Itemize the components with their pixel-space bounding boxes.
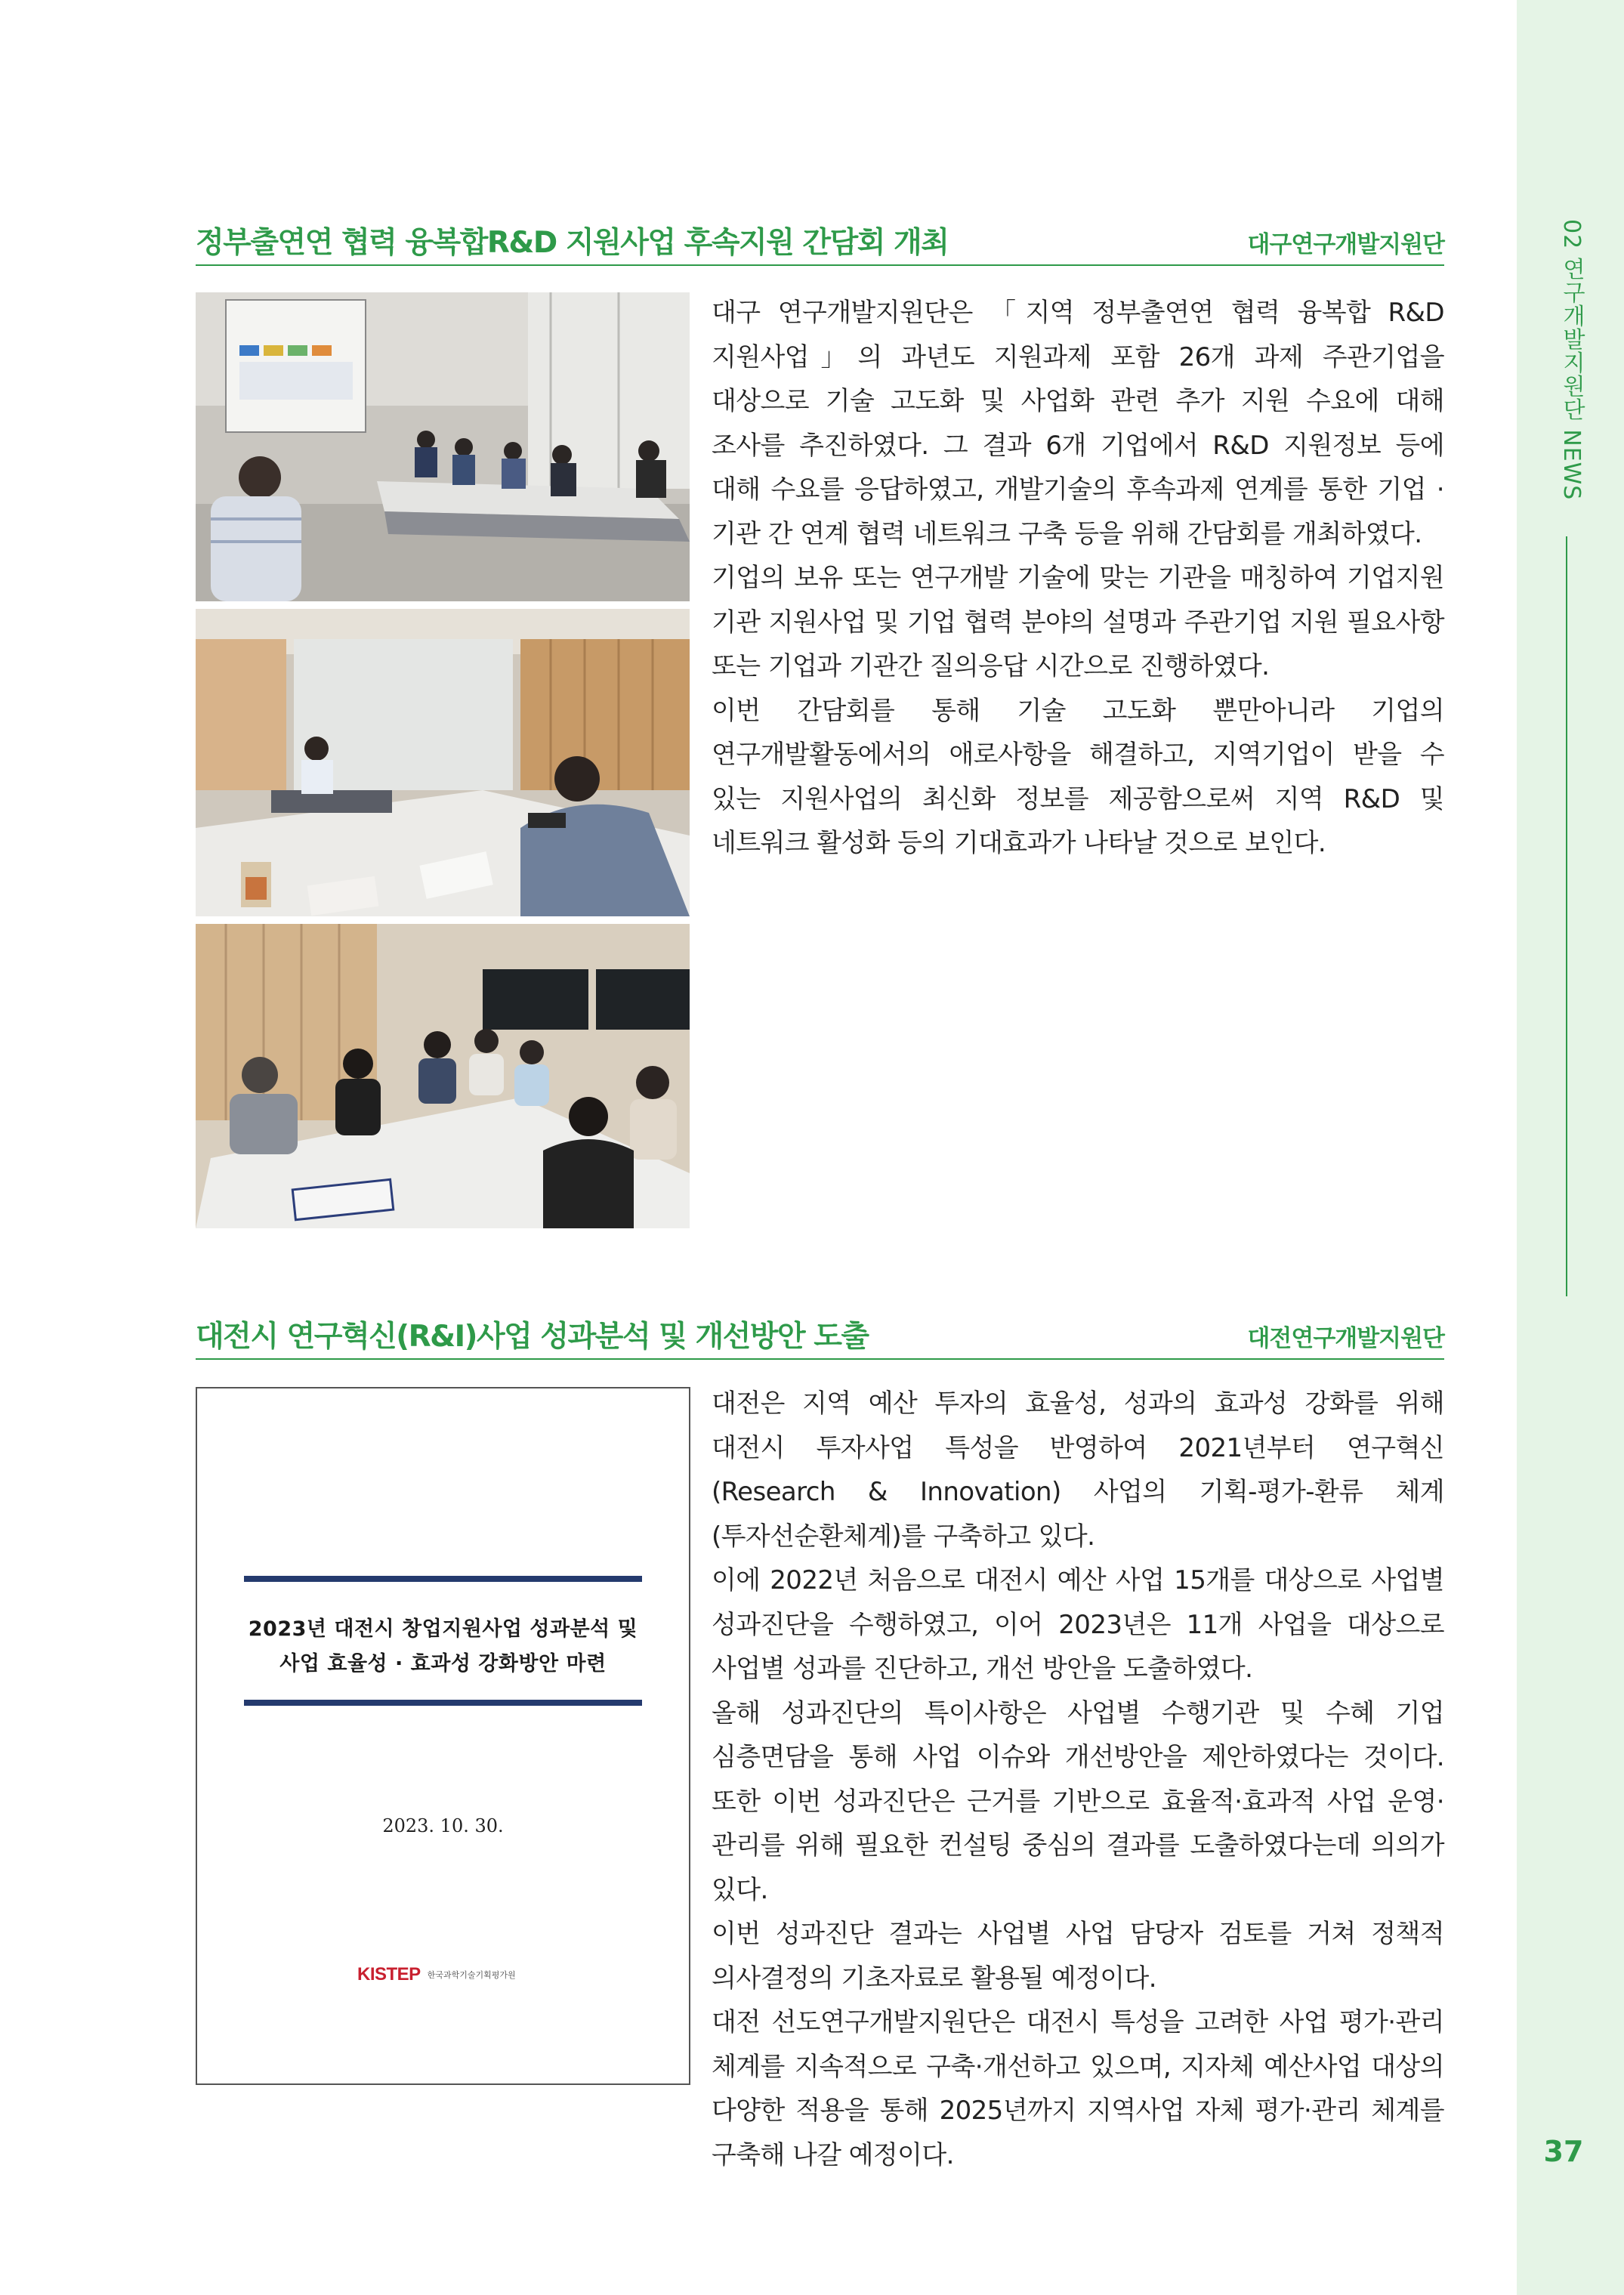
section2-title: 대전시 연구혁신(R&I)사업 성과분석 및 개선방안 도출 <box>196 1320 869 1354</box>
kistep-logo-mark: KISTEP <box>357 1964 421 1985</box>
kistep-logo <box>357 1964 539 1994</box>
report-bottom-bar <box>244 1700 642 1706</box>
report-title-line1: 2023년 대전시 창업지원사업 성과분석 및 <box>248 1617 638 1641</box>
section1-paragraph: 이번 간담회를 통해 기술 고도화 뿐만아니라 기업의 연구개발활동에서의 애로사항을 해결하고, 지역기업이 받을 수 있는 지원사업의 최신화 정보를 제공함으로써 지역 R&D 및 네트워크 활성화 등의 기대효과가 나타날 것으로 보인다. <box>712 695 1444 858</box>
report-cover <box>196 1387 690 2085</box>
section2-paragraph: 이에 2022년 처음으로 대전시 예산 사업 15개를 대상으로 사업별 성과진단을 수행하였고, 이어 2023년은 11개 사업을 대상으로 사업별 성과를 진단하고, 개선 방안을 도출하였다. <box>712 1565 1444 1684</box>
section2-divider <box>196 1358 1444 1360</box>
section2-body <box>712 1382 1444 2177</box>
meeting-photo-3 <box>196 924 690 1228</box>
section1-title: 정부출연연 협력 융복합R&D 지원사업 후속지원 간담회 개최 <box>196 226 949 260</box>
section1-body <box>712 291 1444 866</box>
report-title-line2: 사업 효율성 · 효과성 강화방안 마련 <box>279 1652 607 1676</box>
section2-paragraph: 대전 선도연구개발지원단은 대전시 특성을 고려한 사업 평가·관리 체계를 지속적으로 구축·개선하고 있으며, 지자체 예산사업 대상의 다양한 적용을 통해 2025년까지 지역사업 자체 평가·관리 체계를 구축해 나갈 예정이다. <box>712 2007 1444 2170</box>
meeting-photo-1 <box>196 292 690 601</box>
report-date: 2023. 10. 30. <box>382 1815 504 1836</box>
section1-org: 대구연구개발지원단 <box>1247 231 1444 258</box>
page-number: 37 <box>1543 2135 1584 2168</box>
section1-divider <box>196 264 1444 266</box>
chapter-divider <box>1566 536 1567 1296</box>
section2-org: 대전연구개발지원단 <box>1247 1325 1444 1352</box>
meeting-photo-2 <box>196 609 690 916</box>
section1-paragraph: 기업의 보유 또는 연구개발 기술에 맞는 기관을 매칭하여 기업지원 기관 지원사업 및 기업 협력 분야의 설명과 주관기업 지원 필요사항 또는 기업과 기관간 질의응답 시간으로 진행하였다. <box>712 563 1444 681</box>
section2-paragraph: 올해 성과진단의 특이사항은 사업별 수행기관 및 수혜 기업 심층면담을 통해 사업 이슈와 개선방안을 제안하였다는 것이다. 또한 이번 성과진단은 근거를 기반으로 효율적·효과적 사업 운영·관리를 위해 필요한 컨설팅 중심의 결과를 도출하였다는데 의의가 있다. <box>712 1697 1444 1905</box>
section1-paragraph: 대구 연구개발지원단은 「지역 정부출연연 협력 융복합 R&D 지원사업」의 과년도 지원과제 포함 26개 과제 주관기업을 대상으로 기술 고도화 및 사업화 관련 추가 지원 수요에 대해 조사를 추진하였다. 그 결과 6개 기업에서 R&D 지원정보 등에 대해 수요를 응답하였고, 개발기술의 후속과제 연계를 통한 기업 · 기관 간 연계 협력 네트워크 구축 등을 위해 간담회를 개최하였다. <box>712 298 1444 549</box>
kistep-logo-name: 한국과학기술기획평가원 <box>427 1970 516 1980</box>
section2-paragraph: 대전은 지역 예산 투자의 효율성, 성과의 효과성 강화를 위해 대전시 투자사업 특성을 반영하여 2021년부터 연구혁신(Research & Innovation) 사업의 기획-평가-환류 체계(투자선순환체계)를 구축하고 있다. <box>712 1388 1444 1552</box>
report-top-bar <box>244 1576 642 1582</box>
section2-paragraph: 이번 성과진단 결과는 사업별 사업 담당자 검토를 거쳐 정책적 의사결정의 기초자료로 활용될 예정이다. <box>712 1919 1444 1994</box>
chapter-label: 02 연구개발지원단 NEWS <box>1558 219 1585 501</box>
